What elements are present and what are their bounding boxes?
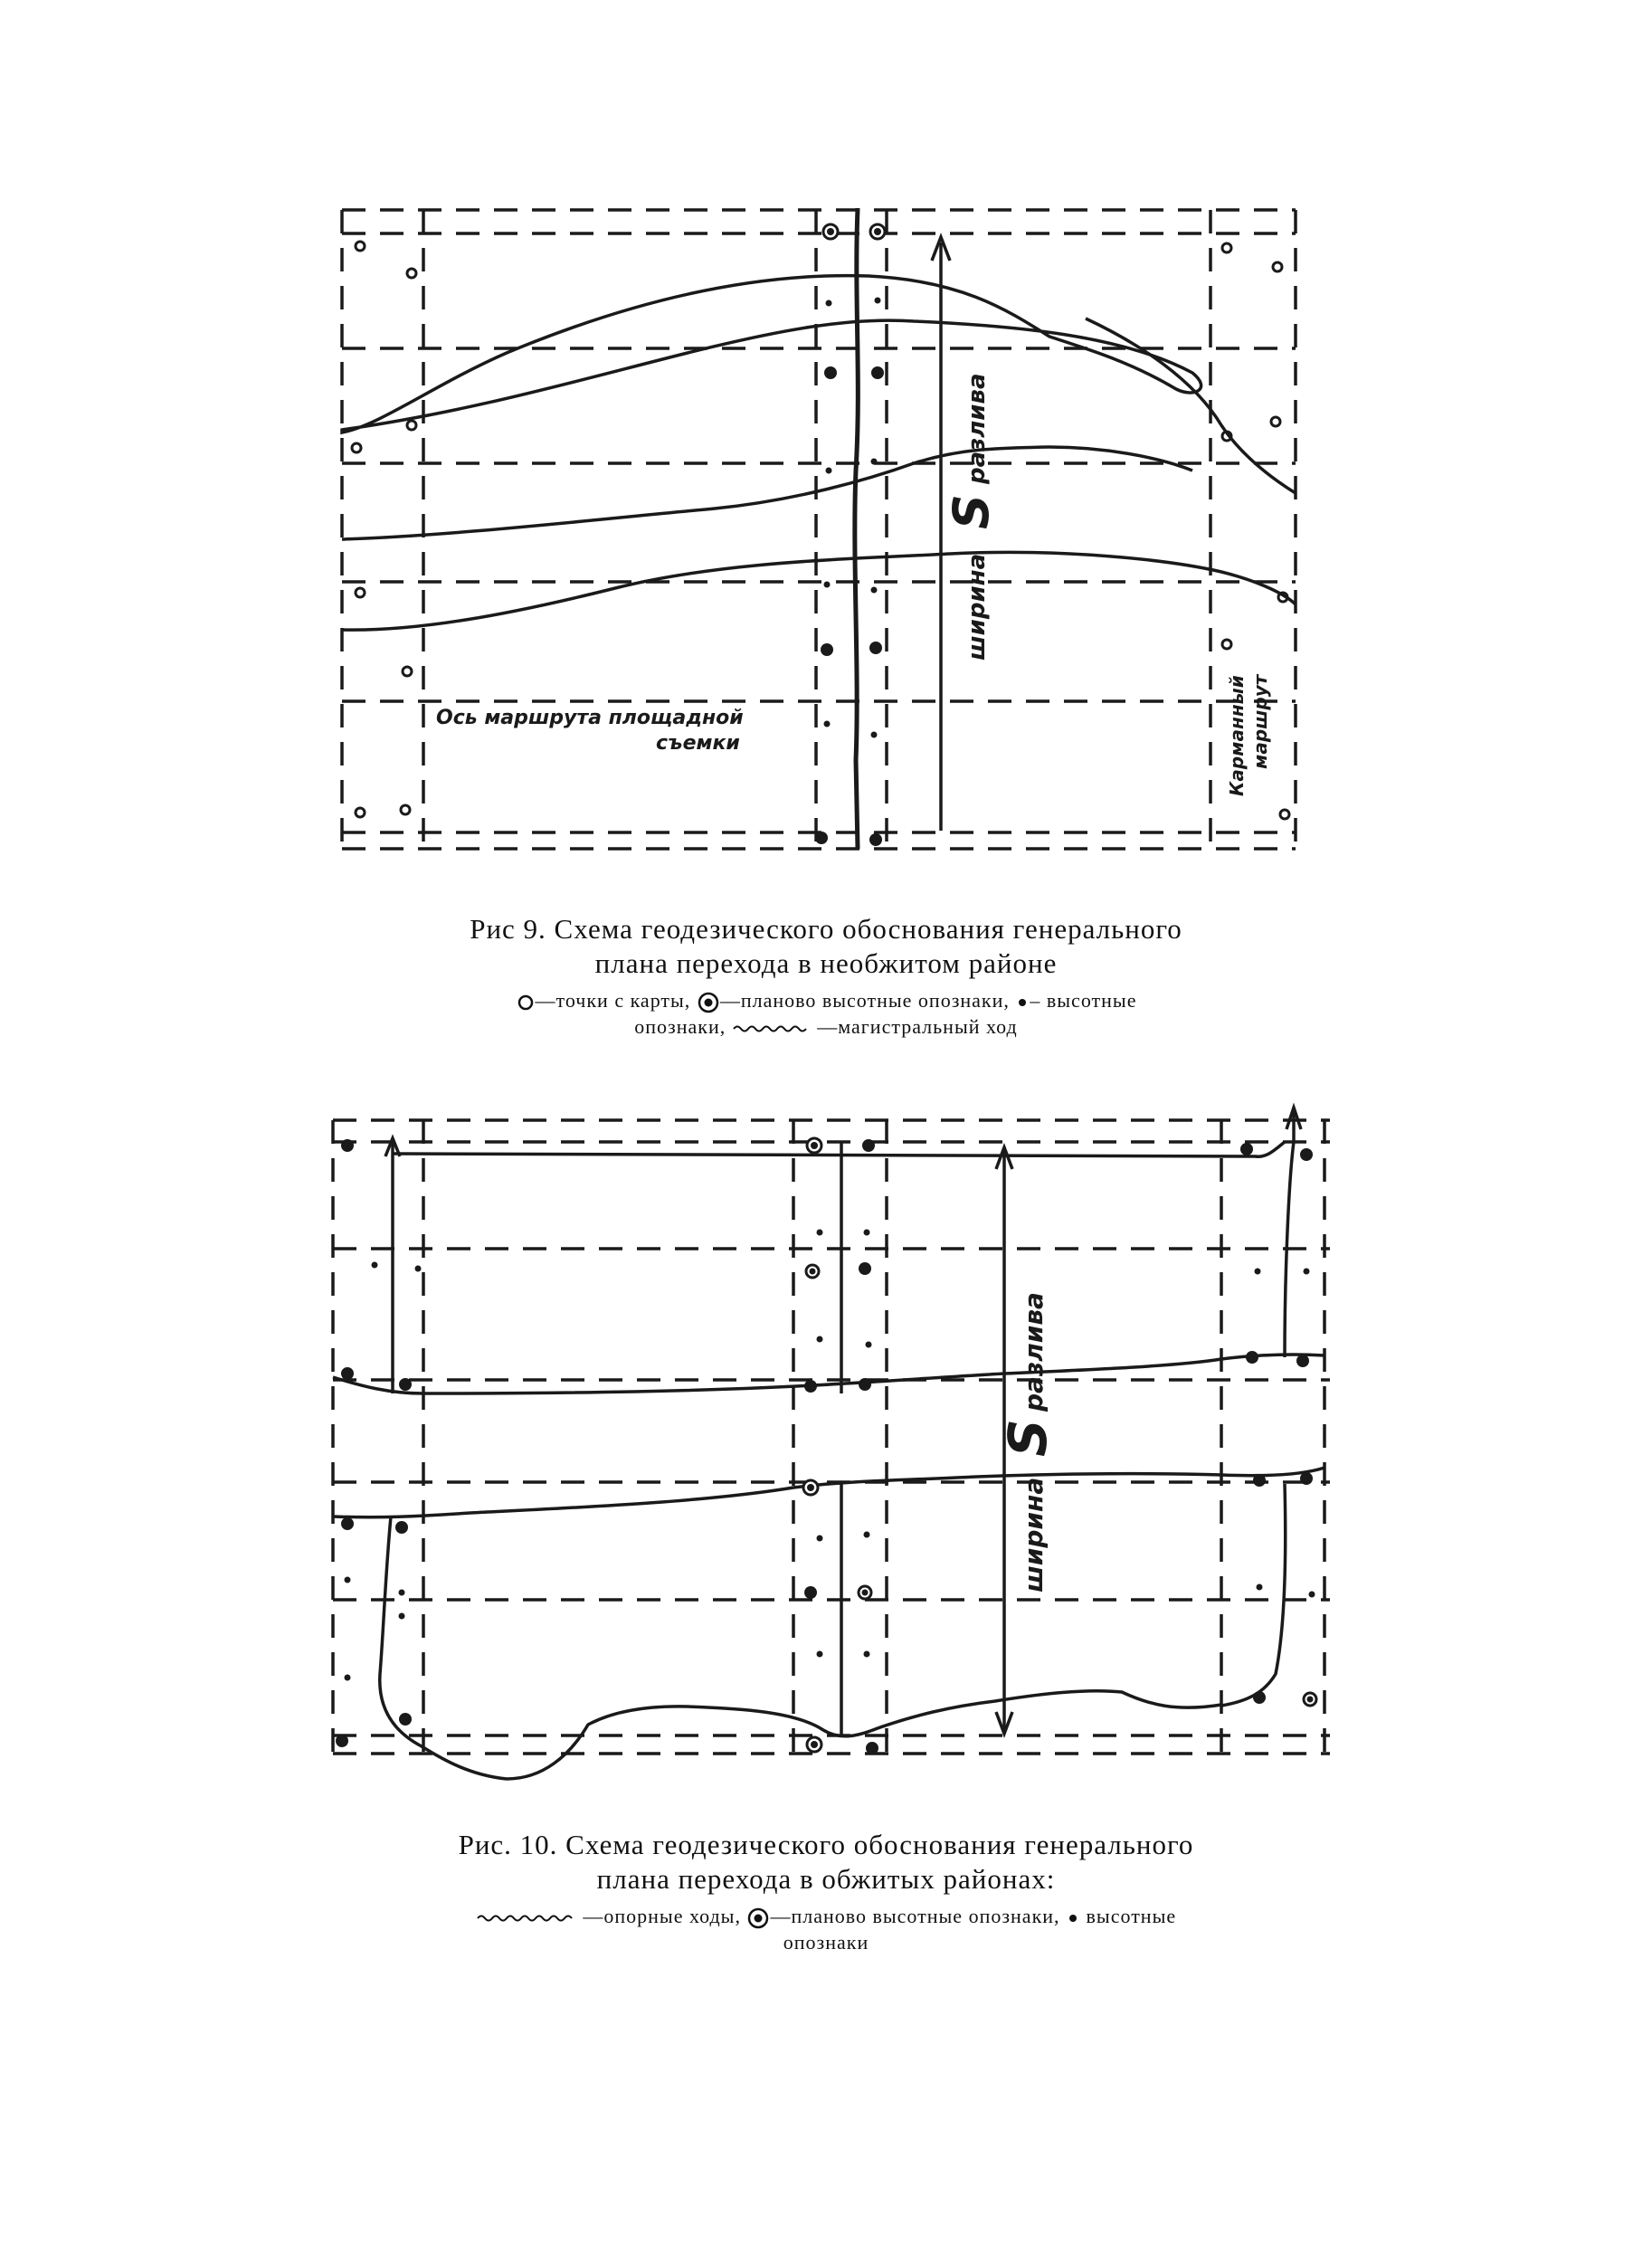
figure-10-traverses [385,1108,1301,1737]
figure-10-width-label: ширина [1019,1477,1049,1593]
figure-9-flood-label: разлива [964,373,991,484]
figure-9-legend-line-2-start: опознаки, [634,1014,726,1038]
figure-10-legend-line-2: опознаки [783,1930,869,1954]
figure-9-diagram [0,0,1652,905]
figure-10-caption-line-2: плана перехода в обжитых районах: [596,1863,1056,1895]
figure-10-legend [0,1904,1652,1954]
dot-icon [1015,995,1030,1010]
figure-9-route-axis-label-2: съемки [656,732,740,755]
figure-9-pocket-route-label-1: Карманный [1226,675,1248,796]
ring-dot-icon [746,1906,770,1930]
figure-9-pocket-route-label-2: маршрут [1249,674,1271,769]
figure-9-legend-traverse: —магистральный ход [817,1014,1018,1038]
figure-10-flood-label: разлива [1019,1292,1049,1412]
figure-9-s-symbol: S [943,494,1000,529]
wavy-line-icon [732,1022,812,1035]
figure-10-points [336,1138,1316,1754]
figure-9-caption-line-1: Рис 9. Схема геодезического обоснования генерального [470,913,1182,945]
figure-9-legend-dot-point: – высотные [1030,989,1137,1012]
figure-10-legend-traverse: —опорные ходы, [583,1905,741,1927]
figure-10-legend-dot-point: высотные [1086,1905,1177,1927]
ring-dot-icon [697,991,720,1014]
figure-10-caption [0,1828,1652,1954]
figure-10-s-symbol: S [997,1419,1059,1457]
figure-10-legend-ring-point: —планово высотные опознаки, [770,1905,1060,1927]
figure-10-shore-boundary [380,1517,1221,1779]
figure-10-caption-line-1: Рис. 10. Схема геодезического обоснования генерального [458,1829,1194,1860]
figure-9-legend-open-point: —точки с карты, [535,989,691,1012]
figure-9-legend-ring-point: —планово высотные опознаки, [719,989,1010,1012]
figure-9-river-banks [342,276,1296,631]
figure-9-route-axis-label-1: Ось маршрута площадной [436,707,744,729]
wavy-line-icon [476,1912,577,1925]
figure-10-dashed-grid [333,1120,1330,1754]
figure-10-diagram [0,1086,1652,1810]
dot-icon [1066,1911,1080,1925]
figure-9-width-label: ширина [964,553,991,661]
open-circle-icon [516,993,536,1013]
figure-9-caption-line-2: плана перехода в необжитом районе [594,947,1058,979]
figure-9-legend [0,988,1652,1039]
figure-9-caption [0,912,1652,1039]
figure-9-width-arrow [932,237,950,831]
figure-9-main-traverse [855,208,858,849]
figure-9-points [352,224,1289,846]
